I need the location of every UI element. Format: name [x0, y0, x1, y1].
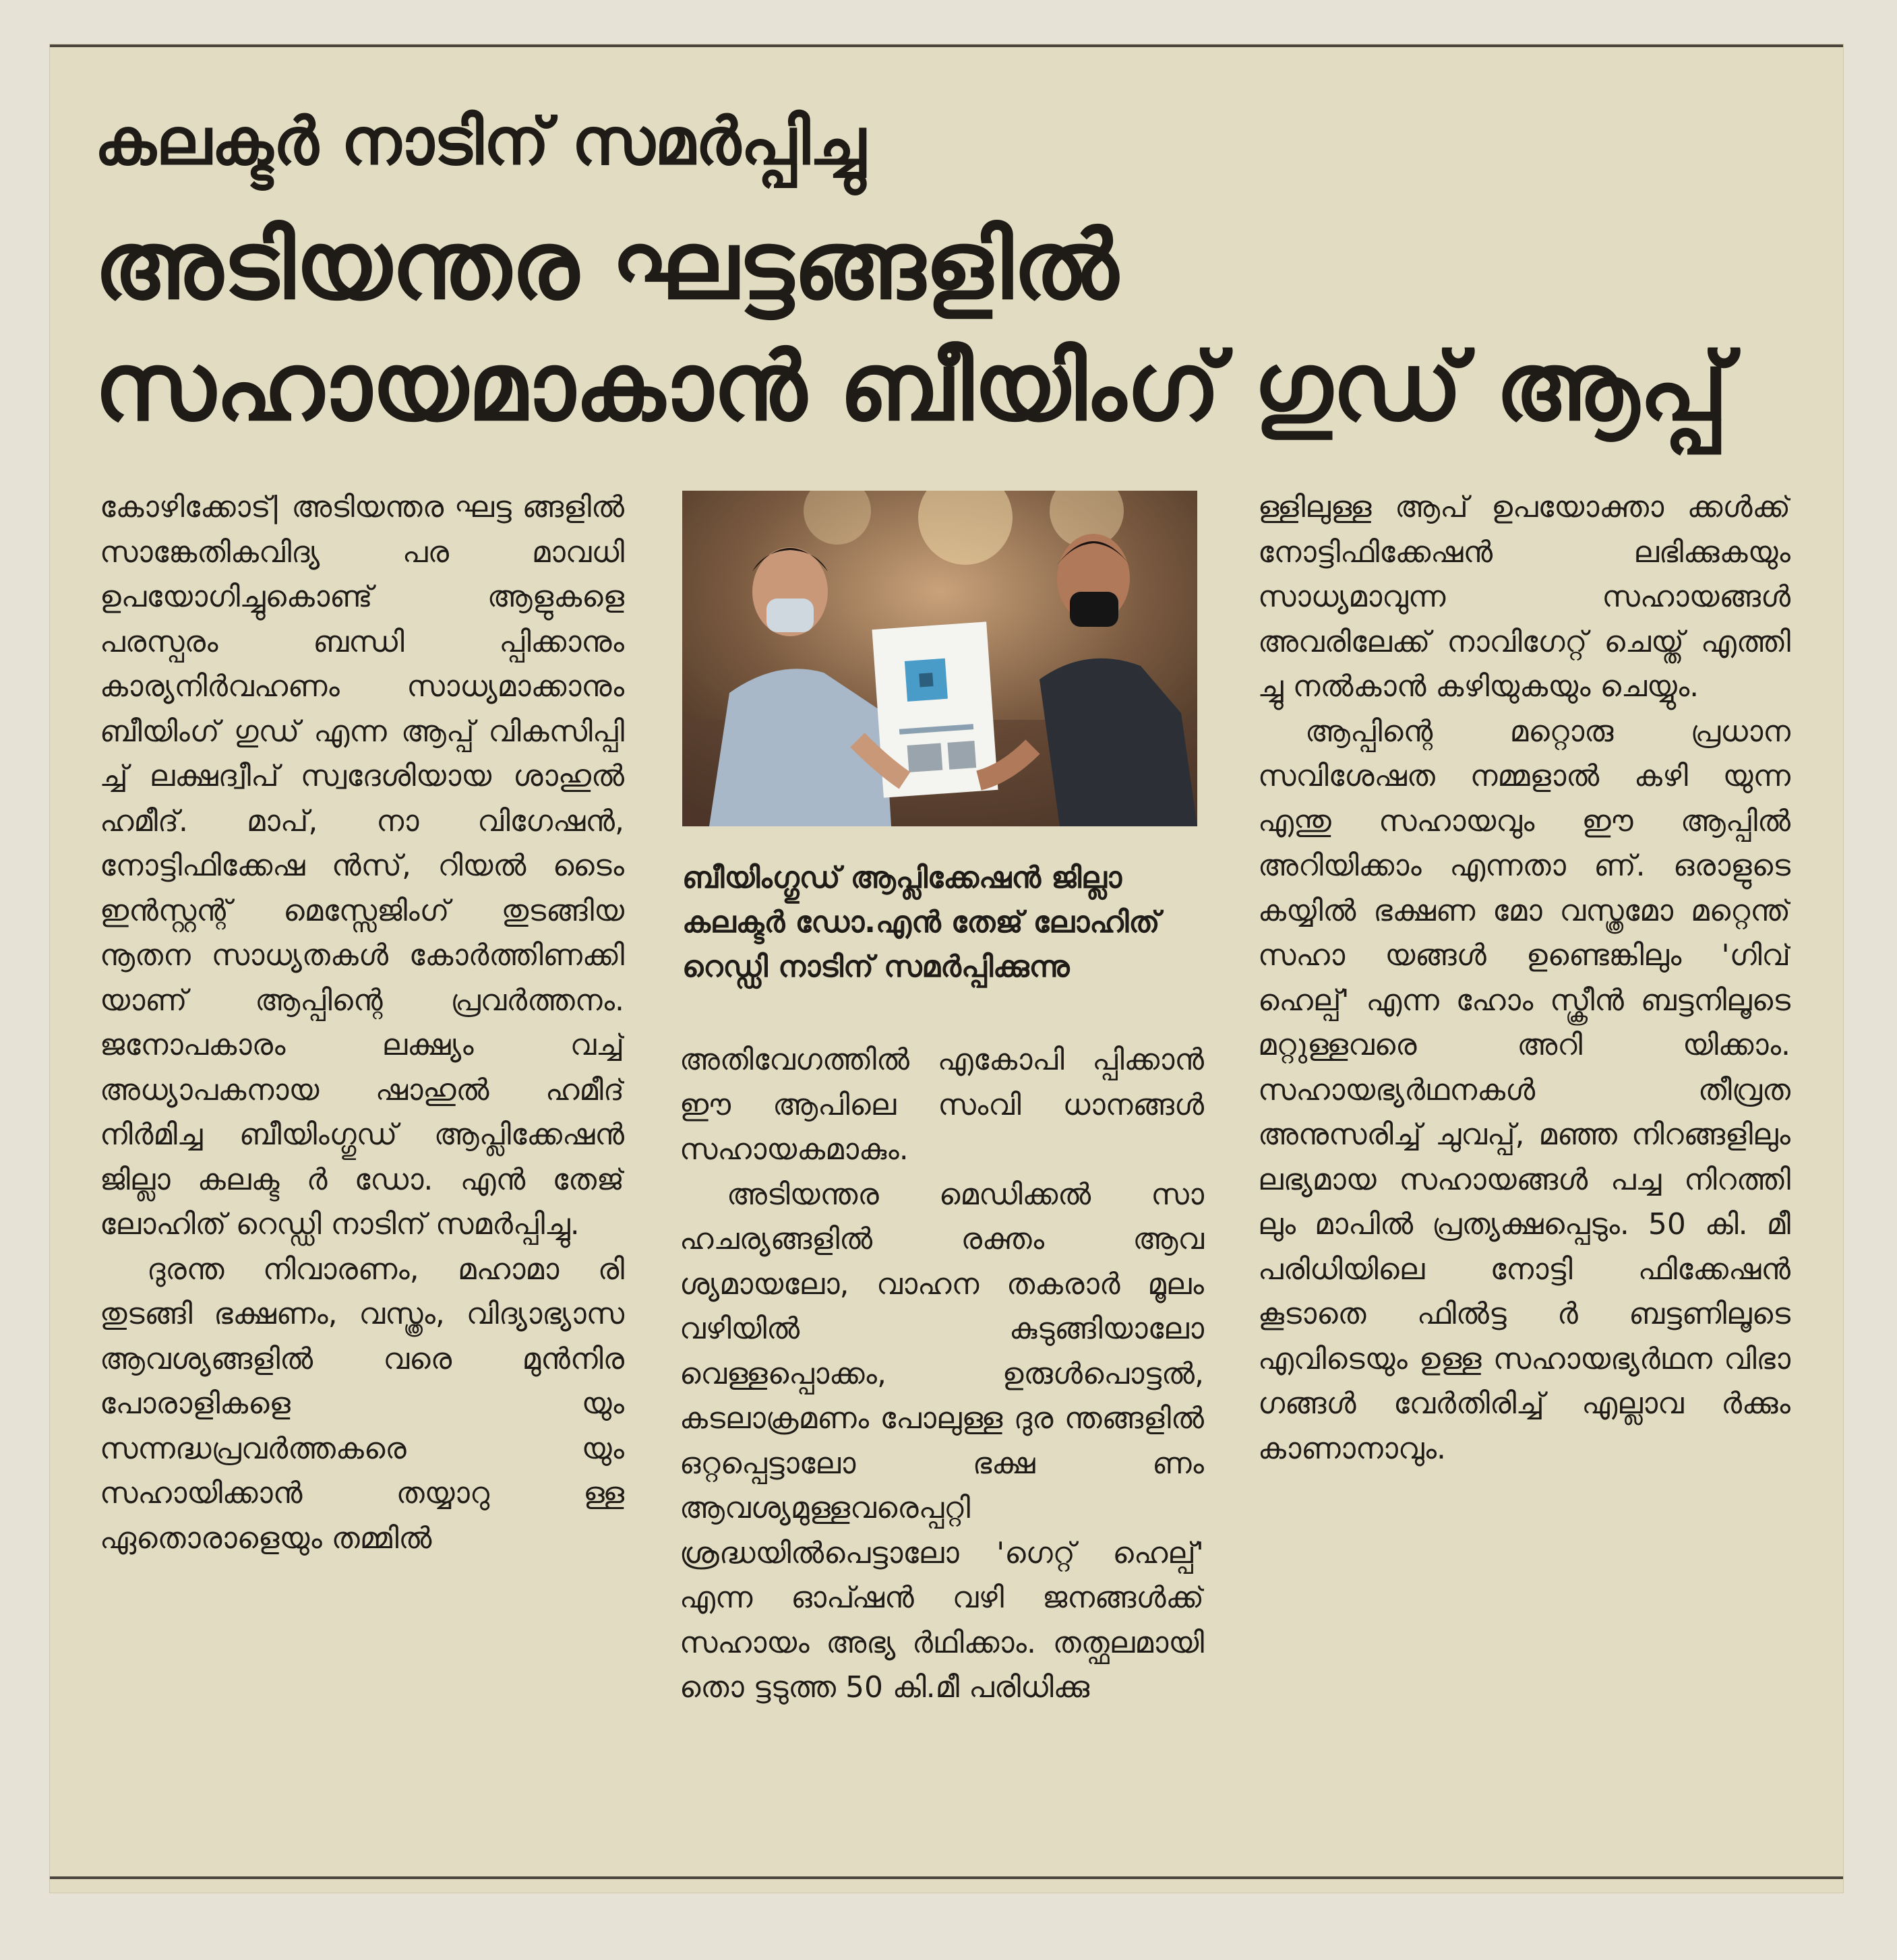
column-2-paragraph-2: അടിയന്തര മെഡിക്കൽ സാ ഹചര്യങ്ങളിൽ രക്തം ആവ ശ്യമായലോ, വാഹന തകരാർ മൂലം വഴിയിൽ കുടുങ്ങിയാലോ വെള്ളപ്പൊക്കം, ഉരുൾപൊട്ടൽ, കടലാക്രമണം പോലുള്ള ദുര ന്തങ്ങളിൽ ഒറ്റപ്പെട്ടാലോ ഭക്ഷ ണം ആവശ്യമുള്ളവരെപ്പറ്റി ശ്രദ്ധയിൽപെട്ടാലോ 'ഗെറ്റ് ഹെല്പ്' എന്ന ഓപ്ഷൻ വഴി ജനങ്ങൾക്ക് സഹായം അഭ്യ ർഥിക്കാം. തത്ഫലമായി തൊ ട്ടടുത്ത 50 കി.മീ പരിധിക്കു [680, 1177, 1204, 1705]
column-1-paragraph-2: ദുരന്ത നിവാരണം, മഹാമാ രി തുടങ്ങി ഭക്ഷണം, വസ്ത്രം, വിദ്യാഭ്യാസ ആവശ്യങ്ങളിൽ വരെ മുൻനിര പോരാളികളെ യും സന്നദ്ധപ്രവർത്തകരെ യും സഹായിക്കാൻ തയ്യാറു ള്ള ഏതൊരാളെയും തമ്മിൽ [100, 1252, 624, 1556]
column-2-paragraph-1: അതിവേഗത്തിൽ എകോപി പ്പിക്കാൻ ഈ ആപിലെ സംവി ധാനങ്ങൾ സഹായകമാകും. [680, 1043, 1204, 1167]
top-rule [50, 44, 1843, 47]
article-column-2 [680, 1038, 1204, 1847]
photo-caption [682, 856, 1197, 989]
headline-line-1: അടിയന്തര ഘട്ടങ്ങളിൽ [94, 211, 1118, 321]
bottom-rule [50, 1876, 1843, 1879]
kicker-headline: കലക്ടർ നാടിന് സമർപ്പിച്ചു [94, 104, 866, 179]
column-3-paragraph-1: ള്ളിലുള്ള ആപ് ഉപയോക്താ ക്കൾക്ക് നോട്ടിഫിക്കേഷൻ ലഭിക്കുകയും സാധ്യമാവുന്ന സഹായങ്ങൾ അവരിലേക്ക് നാവിഗേറ്റ് ചെയ്ത് എത്തി ച്ചു നൽകാൻ കഴിയുകയും ചെയ്യും. [1258, 490, 1790, 704]
article-column-3 [1258, 485, 1790, 1847]
news-photo [682, 491, 1197, 826]
column-3-paragraph-2: ആപ്പിന്റെ മറ്റൊരു പ്രധാന സവിശേഷത നമ്മളാൽ കഴി യുന്ന എന്തു സഹായവും ഈ ആപ്പിൽ അറിയിക്കാം എന്നതാ ണ്. ഒരാളുടെ കയ്യിൽ ഭക്ഷണ മോ വസ്ത്രമോ മറ്റെന്ത് സഹാ യങ്ങൾ ഉണ്ടെങ്കിലും 'ഗിവ് ഹെല്പ്' എന്ന ഹോം സ്ക്രീൻ ബട്ടനിലൂടെ മറ്റുള്ളവരെ അറി യിക്കാം. സഹായഭ്യർഥനകൾ തീവ്രത അനുസരിച്ച് ചുവപ്പ്, മഞ്ഞ നിറങ്ങളിലും ലഭ്യമായ സഹായങ്ങൾ പച്ച നിറത്തി ലും മാപിൽ പ്രത്യക്ഷപ്പെടും. 50 കി. മീ പരിധിയിലെ നോട്ടി ഫിക്കേഷൻ കൂടാതെ ഫിൽട്ട ർ ബട്ടണിലൂടെ എവിടെയും ഉള്ള സഹായഭ്യർഥന വിഭാ ഗങ്ങൾ വേർതിരിച്ച് എല്ലാവ ർക്കും കാണാനാവും. [1258, 714, 1790, 1466]
photo-illustration [682, 491, 1197, 826]
caption-line-3: റെഡ്ഡി നാടിന് സമർപ്പിക്കുന്നു [682, 950, 1070, 984]
caption-line-1: ബീയിംഗ്ഗുഡ് ആപ്ലിക്കേഷൻ ജില്ലാ [682, 861, 1122, 895]
article-column-1 [100, 485, 624, 1847]
column-1-paragraph-1: കോഴിക്കോട്| അടിയന്തര ഘട്ട ങ്ങളിൽ സാങ്കേതികവിദ്യ പര മാവധി ഉപയോഗിച്ചുകൊണ്ട് ആളുകളെ പരസ്പരം ബന്ധി പ്പിക്കാനും കാര്യനിർവഹണം സാധ്യമാക്കാനും ബീയിംഗ് ഗുഡ് എന്ന ആപ്പ് വികസിപ്പി ച്ച് ലക്ഷദ്വീപ് സ്വദേശിയായ ശാഹുൽ ഹമീദ്. മാപ്, നാ വിഗേഷൻ, നോട്ടിഫിക്കേഷ ൻസ്, റിയൽ ടൈം ഇൻസ്റ്റന്റ് മെസ്സേജിംഗ് തുടങ്ങിയ നൂതന സാധ്യതകൾ കോർത്തിണക്കി യാണ് ആപ്പിന്റെ പ്രവർത്തനം. ജനോപകാരം ലക്ഷ്യം വച്ച് അധ്യാപകനായ ഷാഹുൽ ഹമീദ് നിർമിച്ച ബീയിംഗ്ഗുഡ് ആപ്ലിക്കേഷൻ ജില്ലാ കലക്ട ർ ഡോ. എൻ തേജ് ലോഹിത് റെഡ്ഡി നാടിന് സമർപ്പിച്ചു. [100, 490, 624, 1242]
main-headline [94, 206, 1820, 448]
caption-line-2: കലക്ടർ ഡോ.എൻ തേജ് ലോഹിത് [682, 905, 1160, 940]
headline-line-2: സഹായമാകാൻ ബീയിംഗ് ഗുഡ് ആപ്പ് [94, 332, 1728, 442]
